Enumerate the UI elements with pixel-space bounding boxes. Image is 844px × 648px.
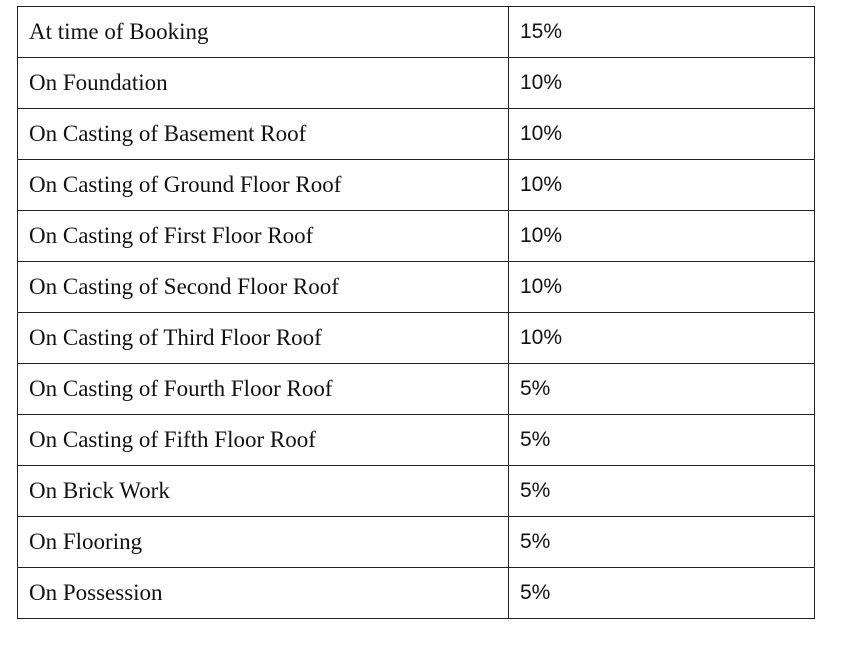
table-row [18,262,815,313]
table-row [18,568,815,619]
percent-cell: 10% [509,58,815,109]
stage-cell: On Casting of Third Floor Roof [18,313,509,364]
percent-cell: 5% [509,364,815,415]
payment-plan-table [17,6,815,619]
stage-cell: On Casting of Basement Roof [18,109,509,160]
percent-cell: 10% [509,262,815,313]
table-row [18,364,815,415]
stage-cell: On Casting of Ground Floor Roof [18,160,509,211]
table-row [18,58,815,109]
table-row [18,7,815,58]
stage-cell: On Brick Work [18,466,509,517]
table-row [18,313,815,364]
percent-cell: 5% [509,415,815,466]
stage-cell: On Foundation [18,58,509,109]
stage-cell: On Casting of Fifth Floor Roof [18,415,509,466]
table-row [18,160,815,211]
percent-cell: 10% [509,109,815,160]
percent-cell: 5% [509,517,815,568]
percent-cell: 15% [509,7,815,58]
table-row [18,211,815,262]
percent-cell: 10% [509,160,815,211]
stage-cell: On Casting of Second Floor Roof [18,262,509,313]
percent-cell: 5% [509,466,815,517]
stage-cell: On Flooring [18,517,509,568]
table-row [18,517,815,568]
table-row [18,466,815,517]
stage-cell: On Possession [18,568,509,619]
stage-cell: On Casting of Fourth Floor Roof [18,364,509,415]
table-row [18,109,815,160]
stage-cell: At time of Booking [18,7,509,58]
table-row [18,415,815,466]
stage-cell: On Casting of First Floor Roof [18,211,509,262]
percent-cell: 10% [509,211,815,262]
payment-plan-body [18,7,815,619]
percent-cell: 10% [509,313,815,364]
percent-cell: 5% [509,568,815,619]
